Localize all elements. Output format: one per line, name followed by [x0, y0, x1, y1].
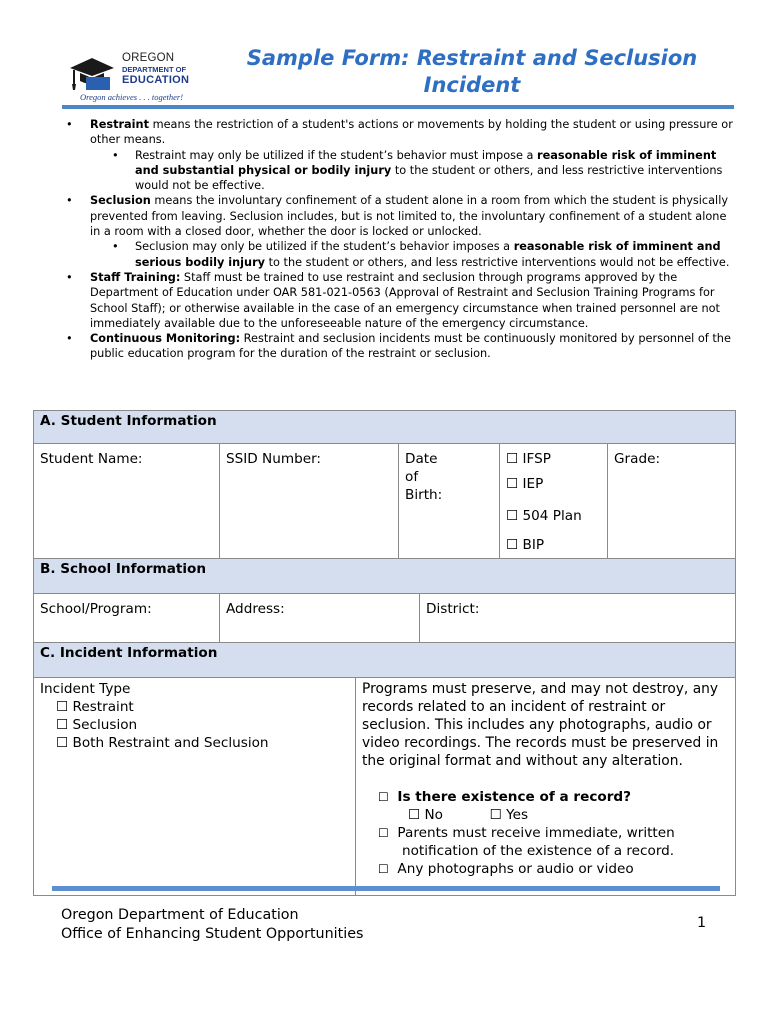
bullet-seclusion	[62, 193, 734, 239]
record-no-checkbox[interactable]: ☐ No	[408, 807, 443, 823]
graduation-cap-state-icon	[66, 54, 118, 92]
photos-checkbox-icon[interactable]: ☐	[378, 862, 389, 876]
footer	[61, 906, 363, 944]
grade-field[interactable]	[608, 444, 735, 558]
sub-restraint-bold: reasonable risk of imminent and substantial physical or bodily injury	[135, 148, 717, 177]
parents-notice-checkbox-icon[interactable]: ☐	[378, 826, 389, 840]
def-seclusion: means the involuntary confinement of a student alone in a room from which the student is physically prevented from leaving. Seclusion includes, but is not limited to, the involuntary confinement of a student alone in a room with a closed door, whether the door is locked or unlocked.	[90, 194, 729, 239]
record-yes-checkbox[interactable]: ☐ Yes	[489, 807, 529, 823]
parents-notice-line2: notification of the existence of a record.	[402, 843, 675, 859]
term-staff-training: Staff Training:	[90, 270, 181, 284]
plan-checkboxes	[500, 444, 608, 558]
ssid-label: SSID Number:	[226, 451, 322, 467]
photos-row	[378, 860, 729, 878]
address-field[interactable]	[220, 594, 420, 642]
footer-line-2: Office of Enhancing Student Opportunities	[61, 926, 364, 942]
ode-logo	[66, 52, 192, 104]
footer-line-1: Oregon Department of Education	[61, 907, 299, 923]
504-plan-checkbox[interactable]: ☐ 504 Plan	[506, 508, 582, 524]
records-notice: Programs must preserve, and may not destroy, any records related to an incident of restraint or seclusion. This includes any photographs, audio or video recordings. The records must be preserved in the original format and without any alteration.	[362, 681, 719, 769]
bullet-restraint	[62, 117, 734, 148]
title-divider	[62, 105, 734, 109]
incident-type-label: Incident Type	[40, 681, 131, 697]
photos-line: Any photographs or audio or video	[397, 861, 634, 877]
definitions-list	[62, 117, 734, 362]
term-restraint: Restraint	[90, 118, 149, 131]
district-label: District:	[426, 601, 480, 617]
title-line-2: Incident	[423, 73, 521, 97]
ifsp-checkbox[interactable]: ☐ IFSP	[506, 451, 551, 467]
logo-line-department: DEPARTMENT OF	[122, 65, 187, 74]
term-monitoring: Continuous Monitoring:	[90, 332, 241, 346]
sub-restraint-pre: Restraint may only be utilized if the student’s behavior must impose a	[135, 148, 538, 162]
student-name-field[interactable]	[34, 444, 220, 558]
term-seclusion: Seclusion	[90, 194, 151, 208]
dob-label-2: of	[405, 469, 419, 485]
incident-type-options	[40, 698, 349, 752]
record-question-row	[378, 788, 729, 806]
record-question-checkbox-icon[interactable]: ☐	[378, 790, 389, 804]
def-staff-training: Staff must be trained to use restraint and seclusion through programs approved by the Department of Education under OAR 581-021-0563 (Approval of Restraint and Seclusion Training Programs for School Staff); or otherwise available in the case of an emergency circumstance when trained personnel are not immediately available due to the unforeseeable nature of the emergency circumstance.	[90, 270, 720, 330]
parents-notice-line1: Parents must receive immediate, written	[397, 825, 675, 841]
bullet-staff-training	[62, 270, 734, 331]
sub-seclusion-post: to the student or others, and less restrictive interventions would not be effective.	[265, 255, 730, 269]
form-bottom-border	[33, 895, 736, 896]
address-label: Address:	[226, 601, 285, 617]
sub-bullet-restraint	[62, 148, 734, 194]
restraint-checkbox[interactable]: ☐ Restraint	[56, 699, 134, 715]
sub-bullet-seclusion	[62, 239, 734, 270]
def-monitoring: Restraint and seclusion incidents must be continuously monitored by personnel of the public education program for the duration of the restraint or seclusion.	[90, 332, 731, 361]
dob-field[interactable]	[399, 444, 500, 558]
school-program-label: School/Program:	[40, 601, 152, 617]
section-c-header: C. Incident Information	[34, 642, 735, 678]
dob-label-3: Birth:	[405, 487, 443, 503]
record-question: Is there existence of a record?	[397, 789, 632, 805]
grade-label: Grade:	[614, 451, 661, 467]
page-title	[218, 45, 726, 99]
both-checkbox[interactable]: ☐ Both Restraint and Seclusion	[56, 735, 269, 751]
seclusion-checkbox[interactable]: ☐ Seclusion	[56, 717, 138, 733]
parents-notice-row	[378, 824, 729, 842]
logo-line-education: EDUCATION	[122, 74, 190, 86]
sub-restraint-post: to the student or others, and less restrictive interventions would not be effective.	[135, 163, 723, 193]
incident-form	[33, 410, 736, 896]
dob-label-1: Date	[405, 451, 438, 467]
section-b-header: B. School Information	[34, 558, 735, 594]
school-program-field[interactable]	[34, 594, 220, 642]
ssid-field[interactable]	[220, 444, 399, 558]
logo-tagline: Oregon achieves . . . together!	[80, 92, 184, 102]
sub-seclusion-bold: reasonable risk of imminent and serious bodily injury	[135, 240, 721, 269]
bip-checkbox[interactable]: ☐ BIP	[506, 537, 545, 553]
record-answer-row	[378, 806, 729, 824]
def-restraint: means the restriction of a student's actions or movements by holding the student or using pressure or other means.	[90, 118, 733, 147]
student-name-label: Student Name:	[40, 451, 143, 467]
district-field[interactable]	[420, 594, 735, 642]
page-number: 1	[697, 915, 707, 931]
logo-line-oregon: OREGON	[122, 52, 175, 64]
incident-type-cell	[34, 678, 356, 896]
section-a-header: A. Student Information	[34, 410, 735, 444]
records-cell	[356, 678, 735, 896]
page-bottom-rule	[52, 886, 720, 891]
title-line-1: Sample Form: Restraint and Seclusion	[246, 46, 698, 70]
record-question-group	[362, 788, 729, 878]
bullet-monitoring	[62, 331, 734, 362]
sub-seclusion-pre: Seclusion may only be utilized if the student’s behavior imposes a	[135, 240, 514, 254]
iep-checkbox[interactable]: ☐ IEP	[506, 476, 544, 492]
